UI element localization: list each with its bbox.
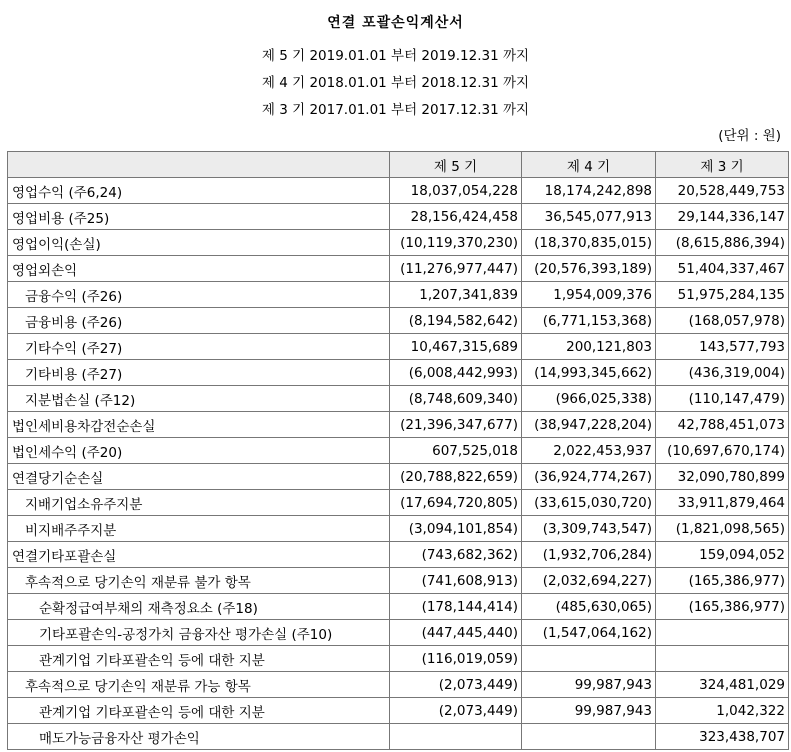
amount-cell: 18,037,054,228 [390, 178, 522, 204]
header-period-5: 제 5 기 [390, 152, 522, 178]
amount-cell: (8,615,886,394) [656, 230, 789, 256]
header-row [8, 152, 789, 178]
amount-cell: 1,954,009,376 [522, 282, 656, 308]
table-row [8, 646, 789, 672]
account-label: 영업이익(손실) [8, 230, 390, 256]
amount-cell: (17,694,720,805) [390, 490, 522, 516]
account-label: 영업수익 (주6,24) [8, 178, 390, 204]
account-label: 기타비용 (주27) [8, 360, 390, 386]
amount-cell: (165,386,977) [656, 594, 789, 620]
account-label: 관계기업 기타포괄손익 등에 대한 지분 [8, 646, 390, 672]
amount-cell [656, 646, 789, 672]
account-label: 법인세수익 (주20) [8, 438, 390, 464]
amount-cell: 1,207,341,839 [390, 282, 522, 308]
account-label: 기타수익 (주27) [8, 334, 390, 360]
income-statement-table [7, 151, 789, 750]
amount-cell: 1,042,322 [656, 698, 789, 724]
amount-cell [656, 620, 789, 646]
amount-cell: (741,608,913) [390, 568, 522, 594]
period-line-4: 제 4 기 2018.01.01 부터 2018.12.31 까지 [261, 75, 530, 91]
amount-cell: (110,147,479) [656, 386, 789, 412]
account-label: 매도가능금융자산 평가손익 [8, 724, 390, 750]
table-row [8, 594, 789, 620]
amount-cell: (966,025,338) [522, 386, 656, 412]
account-label: 금융수익 (주26) [8, 282, 390, 308]
table-row [8, 516, 789, 542]
amount-cell: 20,528,449,753 [656, 178, 789, 204]
amount-cell: (8,748,609,340) [390, 386, 522, 412]
statement-title: 연결 포괄손익계산서 [327, 15, 464, 31]
amount-cell [522, 646, 656, 672]
account-label: 기타포괄손익-공정가치 금융자산 평가손실 (주10) [8, 620, 390, 646]
amount-cell: 323,438,707 [656, 724, 789, 750]
header-period-3: 제 3 기 [656, 152, 789, 178]
amount-cell: (6,771,153,368) [522, 308, 656, 334]
amount-cell: 36,545,077,913 [522, 204, 656, 230]
amount-cell: (20,788,822,659) [390, 464, 522, 490]
amount-cell: (18,370,835,015) [522, 230, 656, 256]
amount-cell: 18,174,242,898 [522, 178, 656, 204]
table-row [8, 620, 789, 646]
header-account [8, 152, 390, 178]
amount-cell: (11,276,977,447) [390, 256, 522, 282]
amount-cell: (6,008,442,993) [390, 360, 522, 386]
account-label: 후속적으로 당기손익 재분류 가능 항목 [8, 672, 390, 698]
account-label: 연결기타포괄손실 [8, 542, 390, 568]
account-label: 관계기업 기타포괄손익 등에 대한 지분 [8, 698, 390, 724]
amount-cell: 200,121,803 [522, 334, 656, 360]
amount-cell: (20,576,393,189) [522, 256, 656, 282]
table-row [8, 438, 789, 464]
table-row [8, 490, 789, 516]
amount-cell: 29,144,336,147 [656, 204, 789, 230]
amount-cell: (2,032,694,227) [522, 568, 656, 594]
amount-cell: (21,396,347,677) [390, 412, 522, 438]
account-label: 비지배주주지분 [8, 516, 390, 542]
amount-cell: 99,987,943 [522, 698, 656, 724]
amount-cell: 51,404,337,467 [656, 256, 789, 282]
amount-cell: 2,022,453,937 [522, 438, 656, 464]
amount-cell: 42,788,451,073 [656, 412, 789, 438]
account-label: 지분법손실 (주12) [8, 386, 390, 412]
table-row [8, 308, 789, 334]
amount-cell: (1,932,706,284) [522, 542, 656, 568]
amount-cell: 143,577,793 [656, 334, 789, 360]
table-row [8, 204, 789, 230]
amount-cell: 33,911,879,464 [656, 490, 789, 516]
amount-cell: 159,094,052 [656, 542, 789, 568]
amount-cell: (36,924,774,267) [522, 464, 656, 490]
amount-cell: 28,156,424,458 [390, 204, 522, 230]
table-row [8, 256, 789, 282]
amount-cell: (14,993,345,662) [522, 360, 656, 386]
account-label: 영업비용 (주25) [8, 204, 390, 230]
amount-cell: (33,615,030,720) [522, 490, 656, 516]
amount-cell: 99,987,943 [522, 672, 656, 698]
amount-cell: (8,194,582,642) [390, 308, 522, 334]
table-row [8, 282, 789, 308]
amount-cell: 10,467,315,689 [390, 334, 522, 360]
account-label: 영업외손익 [8, 256, 390, 282]
account-label: 순확정급여부채의 재측정요소 (주18) [8, 594, 390, 620]
table-row [8, 412, 789, 438]
amount-cell: 607,525,018 [390, 438, 522, 464]
amount-cell: (436,319,004) [656, 360, 789, 386]
amount-cell: (743,682,362) [390, 542, 522, 568]
period-line-3: 제 3 기 2017.01.01 부터 2017.12.31 까지 [261, 102, 530, 118]
table-row [8, 724, 789, 750]
account-label: 지배기업소유주지분 [8, 490, 390, 516]
amount-cell: 32,090,780,899 [656, 464, 789, 490]
amount-cell: (38,947,228,204) [522, 412, 656, 438]
table-row [8, 360, 789, 386]
amount-cell: 324,481,029 [656, 672, 789, 698]
table-row [8, 464, 789, 490]
amount-cell: (3,094,101,854) [390, 516, 522, 542]
amount-cell: (178,144,414) [390, 594, 522, 620]
amount-cell: (168,057,978) [656, 308, 789, 334]
account-label: 연결당기순손실 [8, 464, 390, 490]
amount-cell: (2,073,449) [390, 672, 522, 698]
table-row [8, 542, 789, 568]
amount-cell: (10,119,370,230) [390, 230, 522, 256]
table-row [8, 178, 789, 204]
header-period-4: 제 4 기 [522, 152, 656, 178]
table-row [8, 672, 789, 698]
amount-cell [522, 724, 656, 750]
amount-cell: (447,445,440) [390, 620, 522, 646]
account-label: 법인세비용차감전순손실 [8, 412, 390, 438]
amount-cell: (1,821,098,565) [656, 516, 789, 542]
amount-cell: (1,547,064,162) [522, 620, 656, 646]
period-line-5: 제 5 기 2019.01.01 부터 2019.12.31 까지 [261, 48, 530, 64]
amount-cell: 51,975,284,135 [656, 282, 789, 308]
amount-cell: (485,630,065) [522, 594, 656, 620]
amount-cell: (3,309,743,547) [522, 516, 656, 542]
account-label: 금융비용 (주26) [8, 308, 390, 334]
account-label: 후속적으로 당기손익 재분류 불가 항목 [8, 568, 390, 594]
table-row [8, 568, 789, 594]
unit-label: (단위 : 원) [718, 128, 781, 144]
table-row [8, 334, 789, 360]
table-row [8, 698, 789, 724]
amount-cell: (2,073,449) [390, 698, 522, 724]
amount-cell: (116,019,059) [390, 646, 522, 672]
amount-cell: (10,697,670,174) [656, 438, 789, 464]
table-row [8, 230, 789, 256]
table-row [8, 386, 789, 412]
amount-cell [390, 724, 522, 750]
amount-cell: (165,386,977) [656, 568, 789, 594]
